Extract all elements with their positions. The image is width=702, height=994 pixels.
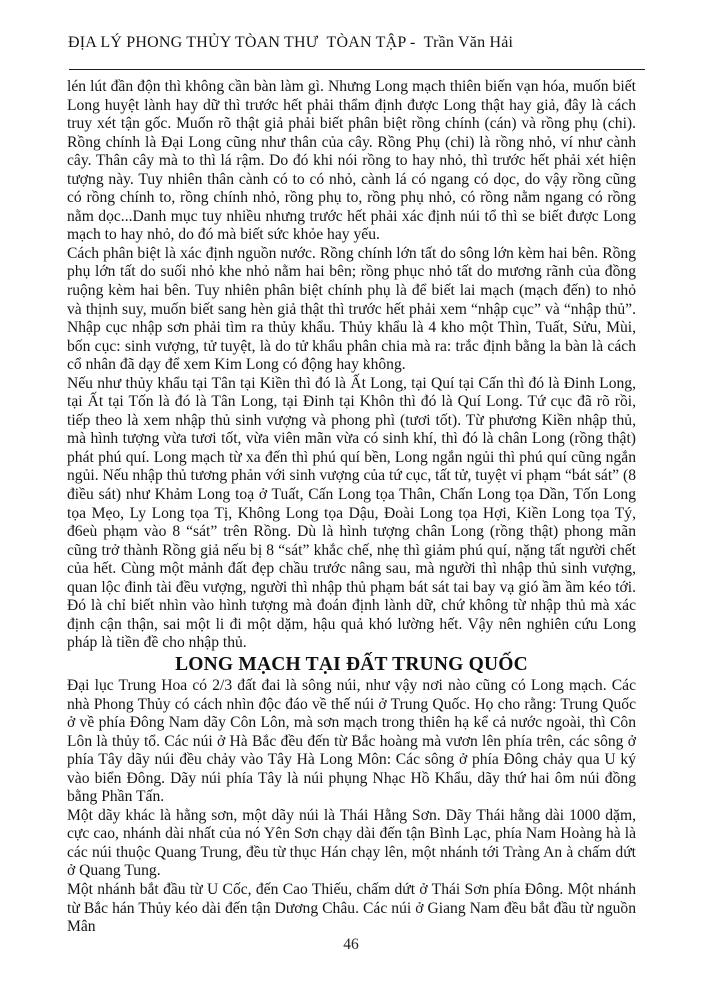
paragraph: lén lút đần độn thì không cần bàn làm gì. Nhưng Long mạch thiên biến vạn hóa, muốn biết Long huyệt lành hay dữ thì trước hết phải thẩm định được Long thật hay giả, đây là cách truy xét tận gốc. Muốn rõ thật giả phải biết phân biệt rồng chính (cán) và rồng phụ (chi). Rồng chính là Đại Long cũng như thân của cây. Rồng Phụ (chi) là rồng nhỏ, ví như cành cây. Thân cây mà to thì lá rậm. Do đó khi nói rồng to hay nhỏ, thì trước hết phải xét hiện tượng này. Tuy nhiên thân cành có to có nhỏ, cành lá có ngang có dọc, do vậy rồng cũng có rồng chính to, rồng chính nhỏ, rồng phụ to, rồng phụ nhỏ, có rồng nằm ngang có rồng nằm dọc...Danh mục tuy nhiều nhưng trước hết phải xác định núi tổ thì se biết được Long mạch to hay nhỏ, do đó mà biết sức khỏe hay yếu.: [67, 78, 636, 244]
running-header: ĐỊA LÝ PHONG THỦY TÒAN THƯ TÒAN TẬP - Trần Văn Hải: [68, 34, 514, 51]
section-heading: LONG MẠCH TẠI ĐẤT TRUNG QUỐC: [175, 653, 528, 675]
page-body: [67, 78, 636, 937]
paragraph: Nếu như thủy khẩu tại Tân tại Kiền thì đó là Ất Long, tại Quí tại Cấn thì đó là Đinh Long, tại Ất tại Tốn là đó là Tân Long, tại Đinh tại Khôn thì đó là Quí Long. Tứ cục đã rõ rồi, tiếp theo là xem nhập thủ sinh vượng và phong phì (tươi tốt). Từ phương Kiền nhập thủ, mà hình tượng vừa tươi tốt, vừa viên mãn vừa có sinh khí, thì đó là chân Long (rồng thật) phát phú quí. Long mạch từ xa đến thì phú quí bền, Long ngắn ngủi thì phú quí cũng ngắn ngủi. Nếu nhập thủ tương phản với sinh vượng của tứ cục, tất tử, tuyệt vi phạm “bát sát” (8 điều sát) như Khảm Long toạ ở Tuất, Cấn Long tọa Thân, Chấn Long tọa Dần, Tốn Long tọa Mẹo, Ly Long tọa Tị, Không Long tọa Dậu, Đoài Long tọa Hợi, Kiền Long tọa Tý, đ6eù phạm vào 8 “sát” trên Rồng. Dù là hình tượng chân Long (rồng thật) phong mãn cũng trở thành Rồng giả nếu bị 8 “sát” khắc chế, nhẹ thì giảm phú quí, nặng tất người chết của hết. Cùng một mảnh đất đẹp chầu trước nâng sau, mà người thì nhập thủ sinh vượng, quan lộc đinh tài đều vượng, người thì nhập thủ phạm bát sát tai bay vạ gió ầm ầm kéo tới. Đó là chỉ biết nhìn vào hình tượng mà đoán định lành dữ, chứ không từ nhập thủ mà xác định cận thận, sai một li đi một dặm, hậu quả khó lường hết. Vậy nên nghiên cứu Long pháp là tiền đề cho nhập thủ.: [67, 374, 636, 652]
paragraph: Một dãy khác là hằng sơn, một dãy núi là Thái Hằng Sơn. Dãy Thái hằng dài 1000 dặm, cực cao, nhánh dài nhất của nó Yên Sơn chạy dài đến tận Bình Lạc, phía Nam Hoàng hà là các núi thuộc Quang Trung, đều từ thục Hán chạy lên, một nhánh tới Tràng An à chấm dứt ở Quang Tung.: [67, 806, 636, 880]
paragraph: Cách phân biệt là xác định nguồn nước. Rồng chính lớn tất do sông lớn kèm hai bên. Rồng phụ lớn tất do suối nhỏ khe nhỏ nằm hai bên; rồng phục nhỏ tất do mương rãnh của đồng ruộng kèm hai bên. Tuy nhiên phân biệt chính phụ là để biết lai mạch (mạch đến) to nhỏ và thịnh suy, muốn biết sang hèn giả thật thì trước hết phải xem “nhập cục” và “nhập thủ”. Nhập cục nhập sơn phải tìm ra thủy khẩu. Thủy khẩu là 4 kho một Thìn, Tuất, Sửu, Mùi, bốn cục: sinh vượng, tử tuyệt, là do tử khẩu phân chia mà ra: trắc định bằng la bàn là cách cổ nhân đã dạy để xem Kim Long có động hay không.: [67, 244, 636, 374]
paragraph: Đại lục Trung Hoa có 2/3 đất đai là sông núi, như vậy nơi nào cũng có Long mạch. Các nhà Phong Thủy có cách nhìn độc đáo về thế núi ở Trung Quốc. Họ cho rằng: Trung Quốc ở về phía Đông Nam dãy Côn Lôn, mà sơn mạch trong thiên hạ kể cả nước ngoài, thì Côn Lôn là thủy tổ. Các núi ở Hà Bắc đều đến từ Bắc hoàng mà vươn lên phía trên, các sông ở phía Tây dãy núi đều chảy vào Tây Hà Long Môn: Các sông ở phía Đông chảy qua U ký vào biển Đông. Dãy núi phía Tây là núi phụng Nhạc Hồ Khẩu, dãy thứ hai ôm núi đồng bằng Phần Tấn.: [67, 676, 636, 806]
paragraph: Một nhánh bắt đầu từ U Cốc, đến Cao Thiếu, chấm dứt ở Thái Sơn phía Đông. Một nhánh từ Bắc hán Thủy kéo dài đến tận Dương Châu. Các núi ở Giang Nam đều bắt đầu từ nguồn Mân: [67, 880, 636, 936]
header-divider: [69, 69, 645, 70]
page-number: 46: [343, 936, 359, 953]
